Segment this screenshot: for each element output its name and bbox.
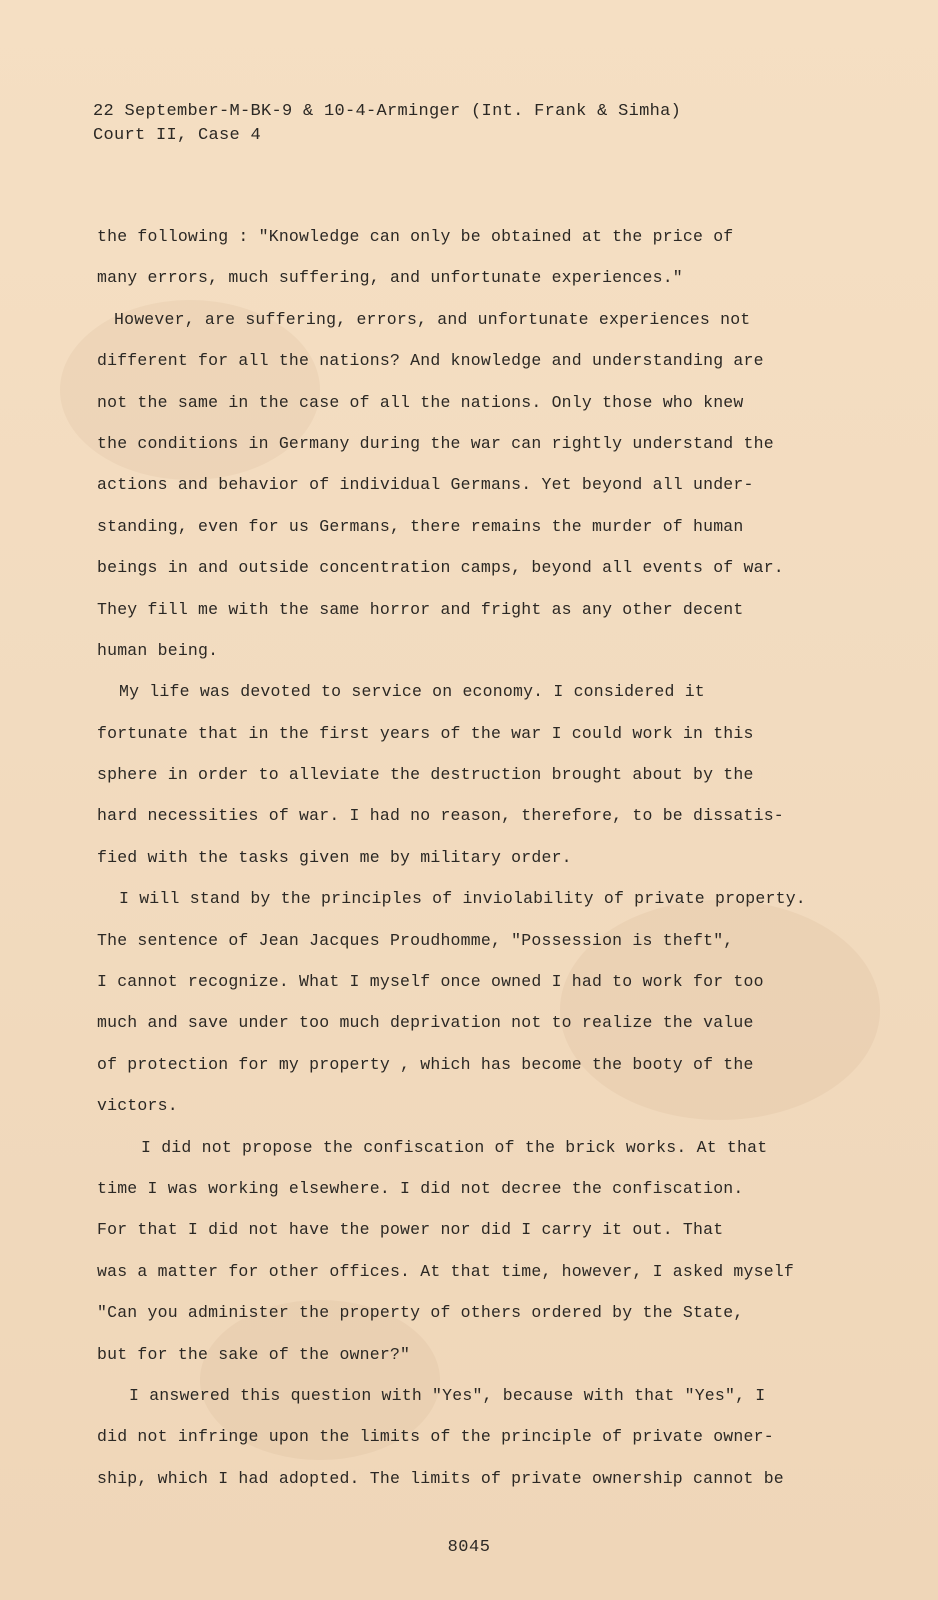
text-line: sphere in order to alleviate the destruction brought about by the — [97, 765, 754, 785]
text-line: standing, even for us Germans, there remains the murder of human — [97, 516, 744, 536]
page-number: 8045 — [447, 1538, 491, 1557]
text-line: fortunate that in the first years of the war I could work in this — [97, 723, 754, 743]
text-line: The sentence of Jean Jacques Proudhomme, "Possession is theft", — [97, 930, 734, 950]
text-line: different for all the nations? And knowledge and understanding are — [97, 351, 764, 371]
text-line: many errors, much suffering, and unfortunate experiences." — [97, 268, 683, 288]
text-line: time I was working elsewhere. I did not decree the confiscation. — [97, 1178, 744, 1198]
text-line: ship, which I had adopted. The limits of private ownership cannot be — [97, 1468, 784, 1488]
header-court-line: Court II, Case 4 — [93, 126, 262, 145]
text-line: I will stand by the principles of inviolability of private property. — [119, 889, 806, 909]
text-line: "Can you administer the property of others ordered by the State, — [97, 1303, 744, 1323]
text-line: hard necessities of war. I had no reason, therefore, to be dissatis- — [97, 806, 784, 826]
header-session-line: 22 September-M-BK-9 & 10-4-Arminger (Int. Frank & Simha) — [93, 102, 682, 121]
text-line: was a matter for other offices. At that time, however, I asked myself — [97, 1261, 795, 1281]
text-line: actions and behavior of individual Germans. Yet beyond all under- — [97, 475, 754, 495]
text-line: I cannot recognize. What I myself once owned I had to work for too — [97, 972, 764, 992]
text-line: fied with the tasks given me by military order. — [97, 847, 572, 867]
transcript-body — [97, 226, 842, 1509]
document-header — [93, 100, 681, 148]
text-line: I answered this question with "Yes", because with that "Yes", I — [129, 1385, 766, 1405]
text-line: the following : "Knowledge can only be obtained at the price of — [97, 227, 734, 246]
text-line: I did not propose the confiscation of the brick works. At that — [141, 1137, 768, 1157]
text-line: beings in and outside concentration camps, beyond all events of war. — [97, 558, 784, 578]
text-line: not the same in the case of all the nations. Only those who knew — [97, 392, 744, 412]
text-line: human being. — [97, 640, 219, 660]
text-line: did not infringe upon the limits of the principle of private owner- — [97, 1427, 774, 1447]
text-line: However, are suffering, errors, and unfortunate experiences not — [114, 309, 751, 329]
text-line: much and save under too much deprivation not to realize the value — [97, 1013, 754, 1033]
text-line: For that I did not have the power nor did I carry it out. That — [97, 1220, 724, 1240]
text-line: but for the sake of the owner?" — [97, 1344, 411, 1364]
text-line: the conditions in Germany during the war can rightly understand the — [97, 433, 774, 453]
text-line: My life was devoted to service on economy. I considered it — [119, 682, 705, 702]
text-line: of protection for my property , which has become the booty of the — [97, 1054, 754, 1074]
text-line: They fill me with the same horror and fright as any other decent — [97, 599, 744, 619]
text-line: victors. — [97, 1096, 178, 1116]
